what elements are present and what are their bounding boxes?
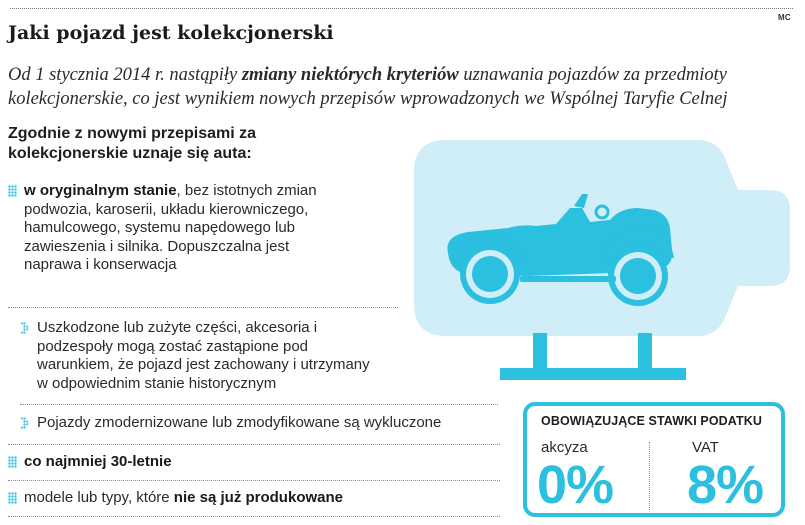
criterion-models <box>8 489 428 508</box>
car-in-bottle-icon <box>398 128 798 393</box>
criteria-heading: Zgodnie z nowymi przepisami za kolekcjonerskie uznaje się auta: <box>8 125 257 162</box>
excise-value: 0% <box>537 455 614 515</box>
excise-label: akcyza <box>541 439 588 456</box>
tax-rates-box <box>523 402 785 517</box>
page-title: Jaki pojazd jest kolekcjonerski <box>8 22 334 44</box>
criterion-original-text: , bez istotnych zmian podwozia, karoserii, układu kierowniczego, hamulcowego, systemu napędowego lub zawieszenia i silnika. Dopuszczalna jest naprawa i konserwacja <box>24 182 317 274</box>
divider-1 <box>8 307 398 308</box>
sub-criterion-parts <box>20 319 380 393</box>
divider-3 <box>8 444 500 445</box>
criterion-models-text: modele lub typy, które <box>24 489 174 506</box>
sub-criterion-parts-text: Uszkodzone lub zużyte części, akcesoria i podzespoły mogą zostać zastąpione pod warunkiem, że pojazd jest zachowany i utrzymany w odpowiednim stanie historycznym <box>37 319 370 392</box>
vat-value: 8% <box>687 455 764 515</box>
lead-text-2: uznawania pojazdów za przedmioty kolekcjonerskie, co jest wynikiem nowych przepisów wprowadzonych we Wspólnej Taryfie Celnej <box>8 65 728 109</box>
divider-4 <box>8 480 500 481</box>
criterion-original-bold: w oryginalnym stanie <box>24 182 177 199</box>
lead-paragraph <box>8 63 793 111</box>
divider-5 <box>8 516 500 517</box>
dot-grid-bullet-icon <box>8 492 17 504</box>
tax-rates-title: OBOWIĄZUJĄCE STAWKI PODATKU <box>541 414 762 428</box>
criterion-models-bold: nie są już produkowane <box>173 489 343 506</box>
top-divider <box>10 8 793 9</box>
tax-divider <box>649 442 650 510</box>
vat-label: VAT <box>692 439 719 456</box>
lead-text-1: Od 1 stycznia 2014 r. nastąpiły <box>8 65 242 85</box>
criterion-age-text: co najmniej 30-letnie <box>24 453 172 470</box>
brand-mark: MC <box>777 13 791 22</box>
divider-2 <box>20 404 498 405</box>
dot-grid-bullet-icon <box>8 456 17 468</box>
lead-bold: zmiany niektórych kryteriów <box>241 65 459 85</box>
criterion-age <box>8 453 408 472</box>
criterion-original-state <box>8 182 338 275</box>
sub-criterion-modified <box>20 414 500 433</box>
dot-grid-bullet-icon <box>8 185 17 197</box>
sub-criterion-modified-text: Pojazdy zmodernizowane lub zmodyfikowane są wykluczone <box>37 414 442 431</box>
